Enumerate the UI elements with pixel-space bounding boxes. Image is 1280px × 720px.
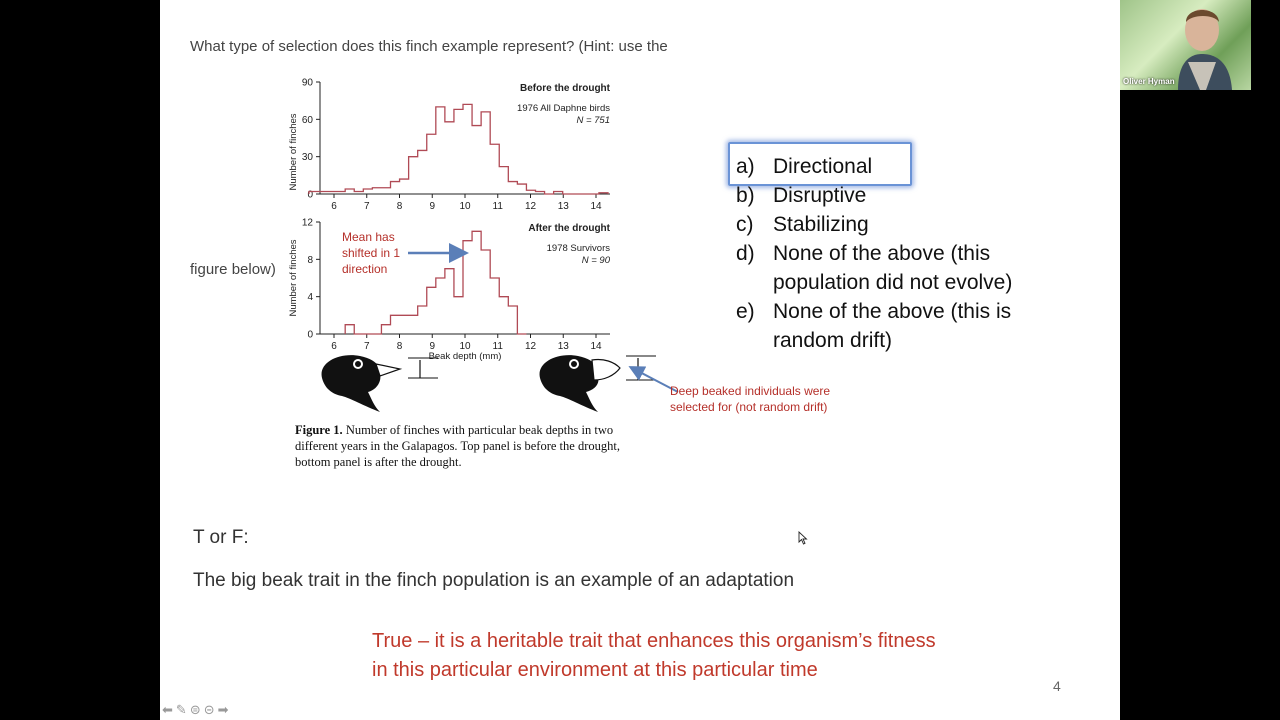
top-xtick-label: 14 (590, 201, 602, 212)
option-text: Disruptive (773, 184, 867, 207)
bottom-subtitle: 1978 Survivors (546, 243, 610, 254)
option-c[interactable] (736, 210, 1063, 239)
top-xtick-label: 9 (429, 201, 436, 212)
deep-annotation-line-1: Deep beaked individuals were (670, 384, 831, 398)
more-icon[interactable]: ⊝ (203, 702, 215, 717)
zoom-icon[interactable]: ⊜ (189, 702, 201, 717)
option-letter: c) (736, 213, 754, 236)
answer-options (736, 152, 1063, 355)
bottom-xtick-label: 9 (429, 341, 436, 352)
bottom-ytick-label: 8 (307, 254, 313, 266)
mean-annotation-line-2: shifted in 1 (342, 246, 401, 260)
top-histogram (288, 78, 611, 213)
bottom-title: After the drought (528, 223, 610, 234)
bottom-ytick-label: 4 (307, 292, 313, 304)
slideshow-toolbar (162, 702, 229, 718)
participant-video-tile[interactable] (1120, 0, 1251, 90)
deep-beak-annotation (632, 368, 830, 414)
top-xtick-label: 12 (524, 201, 537, 212)
option-d[interactable] (736, 239, 1063, 297)
top-ytick-label: 0 (307, 189, 313, 201)
option-text: Directional (773, 155, 873, 178)
top-xtick-label: 7 (363, 201, 370, 212)
option-letter: b) (736, 184, 755, 207)
top-histogram-outline (309, 104, 608, 194)
top-ytick-label: 90 (301, 77, 313, 89)
bottom-ytick-label: 0 (307, 329, 313, 341)
bottom-xtick-label: 10 (459, 341, 471, 352)
mean-annotation-line-3: direction (342, 262, 388, 276)
top-xtick-label: 10 (459, 201, 471, 212)
bottom-xtick-label: 6 (331, 341, 337, 352)
top-subtitle: 1976 All Daphne birds (517, 103, 610, 114)
arrow-right-icon[interactable]: ➡ (217, 702, 229, 717)
top-n-label: N = 751 (576, 115, 610, 126)
option-text: None of the above (this population did not evolve) (773, 242, 1013, 294)
option-letter: a) (736, 155, 755, 178)
pen-icon[interactable]: ✎ (175, 702, 187, 717)
option-e[interactable] (736, 297, 1063, 355)
small-beak-finch-icon (322, 355, 438, 412)
top-ytick-label: 30 (301, 152, 313, 164)
tf-question: The big beak trait in the finch population is an example of an adaptation (193, 570, 795, 591)
caption-text: Number of finches with particular beak depths in two different years in the Galapagos. Top panel is before the drought, bottom panel is after the drought. (295, 423, 620, 469)
figure-caption (295, 422, 635, 470)
bottom-xtick-label: 8 (396, 341, 403, 352)
top-title: Before the drought (520, 83, 610, 94)
bottom-n-label: N = 90 (581, 255, 610, 266)
caption-label: Figure 1. (295, 423, 343, 437)
slide (160, 0, 1120, 720)
bottom-histogram (288, 218, 611, 363)
bottom-xtick-label: 11 (492, 341, 503, 352)
option-text: Stabilizing (773, 213, 869, 236)
tf-label: T or F: (193, 527, 249, 548)
bottom-yticks (302, 218, 320, 341)
participant-name: Oliver Hyman (1123, 77, 1175, 86)
bottom-xticks (331, 334, 602, 352)
option-b[interactable] (736, 181, 1063, 210)
top-xtick-label: 11 (492, 201, 503, 212)
top-ytick-label: 60 (301, 114, 313, 126)
page-number: 4 (1053, 678, 1061, 694)
top-xtick-label: 8 (396, 201, 403, 212)
top-xticks (331, 194, 602, 212)
mean-annotation-line-1: Mean has (342, 230, 395, 244)
bottom-xtick-label: 12 (524, 341, 537, 352)
bottom-xtick-label: 13 (557, 341, 569, 352)
big-beak-finch-icon (540, 355, 656, 412)
tf-answer (372, 627, 936, 685)
arrow-left-icon[interactable]: ⬅ (162, 702, 173, 717)
bottom-xtick-label: 7 (363, 341, 370, 352)
question-line-2: figure below) (190, 261, 276, 278)
mouse-cursor-icon (798, 531, 808, 545)
deep-annotation-line-2: selected for (not random drift) (670, 400, 828, 414)
bottom-xtick-label: 14 (590, 341, 602, 352)
question-line-1: What type of selection does this finch example represent? (Hint: use the (190, 38, 668, 55)
bottom-ytick-label: 12 (301, 217, 313, 229)
tf-answer-line-2: in this particular environment at this particular time (372, 659, 818, 681)
top-yticks (302, 78, 320, 201)
option-letter: e) (736, 300, 755, 323)
bottom-ylabel: Number of finches (288, 239, 299, 317)
top-ylabel: Number of finches (288, 113, 299, 191)
top-xtick-label: 13 (557, 201, 569, 212)
option-a[interactable] (736, 152, 1063, 181)
option-text: None of the above (this is random drift) (773, 300, 1012, 352)
top-xtick-label: 6 (331, 201, 337, 212)
option-letter: d) (736, 242, 755, 265)
tf-answer-line-1: True – it is a heritable trait that enhances this organism’s fitness (372, 630, 936, 652)
bottom-xlabel: Beak depth (mm) (428, 351, 502, 362)
